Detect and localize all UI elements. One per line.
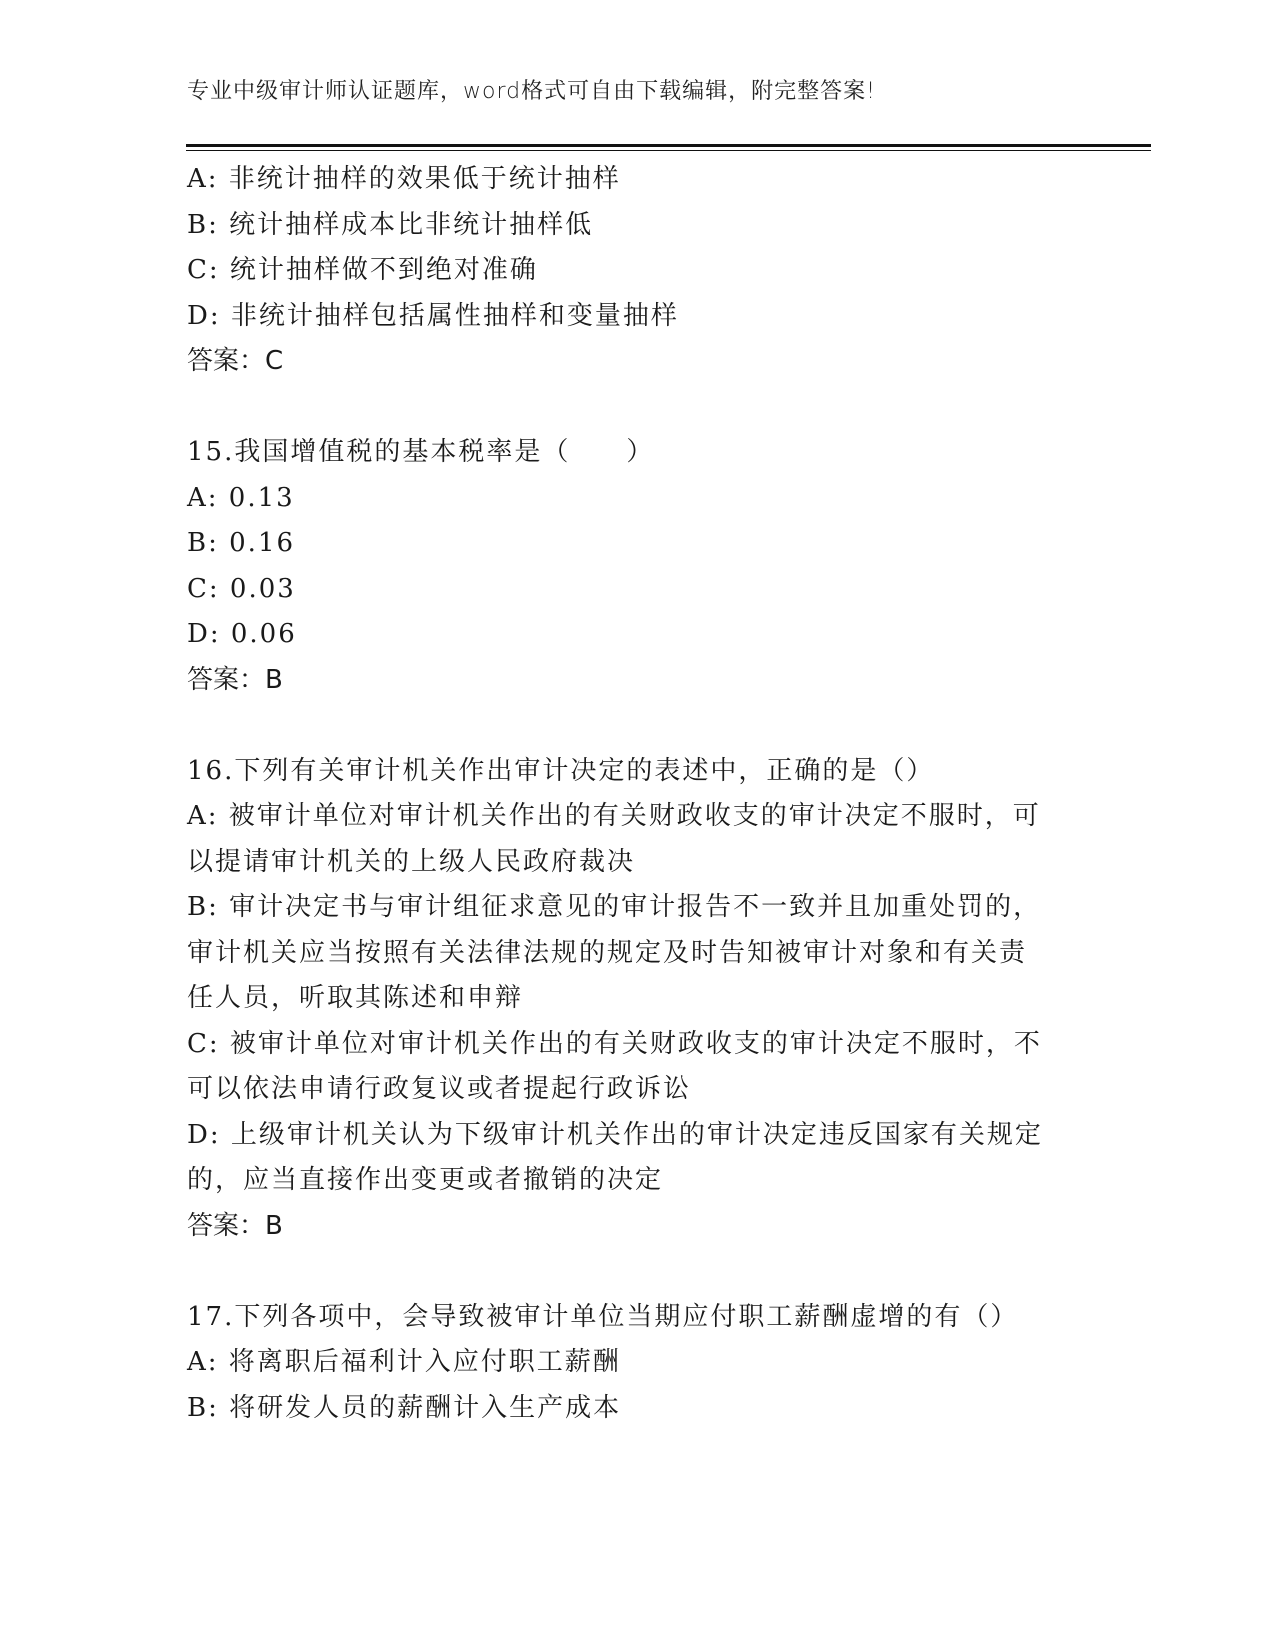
spacer <box>187 385 1087 431</box>
option-a: A: 0.13 <box>187 482 295 513</box>
option-a-line-2: 以提请审计机关的上级人民政府裁决 <box>187 846 636 877</box>
answer: 答案：B <box>187 1210 283 1241</box>
spacer <box>187 1249 1087 1295</box>
question-17-block <box>187 1295 1087 1432</box>
option-c: C: 0.03 <box>187 573 296 604</box>
question-content <box>187 157 1087 1431</box>
option-a: A: 非统计抽样的效果低于统计抽样 <box>187 164 621 194</box>
question-16-block <box>187 749 1087 1250</box>
option-c-line-1: C: 被审计单位对审计机关作出的有关财政收支的审计决定不服时，不 <box>187 1028 1042 1059</box>
question-text: 15.我国增值税的基本税率是（ ） <box>187 437 655 467</box>
option-b: B: 0.16 <box>187 528 296 558</box>
option-a: A: 将离职后福利计入应付职工薪酬 <box>187 1347 621 1377</box>
header-rule-thick <box>186 144 1151 147</box>
option-b-line-1: B: 审计决定书与审计组征求意见的审计报告不一致并且加重处罚的， <box>187 892 1042 922</box>
option-d-line-1: D: 上级审计机关认为下级审计机关作出的审计决定违反国家有关规定 <box>187 1119 1043 1150</box>
header-rule-thin <box>186 150 1151 151</box>
option-b: B: 统计抽样成本比非统计抽样低 <box>187 209 594 240</box>
page-header: 专业中级审计师认证题库，word格式可自由下载编辑，附完整答案! <box>187 79 876 104</box>
question-14-block <box>187 157 1087 385</box>
question-text: 16.下列有关审计机关作出审计决定的表述中，正确的是（） <box>187 755 935 786</box>
spacer <box>187 703 1087 749</box>
option-b-line-3: 任人员，听取其陈述和申辩 <box>187 983 524 1013</box>
option-d: D: 非统计抽样包括属性抽样和变量抽样 <box>187 300 679 331</box>
option-c: C: 统计抽样做不到绝对准确 <box>187 255 538 285</box>
answer: 答案：C <box>187 346 284 376</box>
question-text: 17.下列各项中，会导致被审计单位当期应付职工薪酬虚增的有（） <box>187 1301 1019 1332</box>
option-d-line-2: 的，应当直接作出变更或者撤销的决定 <box>187 1165 664 1195</box>
question-15-block <box>187 430 1087 703</box>
answer: 答案：B <box>187 664 283 695</box>
option-a-line-1: A: 被审计单位对审计机关作出的有关财政收支的审计决定不服时，可 <box>187 801 1041 831</box>
option-d: D: 0.06 <box>187 619 297 649</box>
option-c-line-2: 可以依法申请行政复议或者提起行政诉讼 <box>187 1074 692 1104</box>
option-b-line-2: 审计机关应当按照有关法律法规的规定及时告知被审计对象和有关责 <box>187 937 1028 968</box>
option-b: B: 将研发人员的薪酬计入生产成本 <box>187 1392 622 1423</box>
